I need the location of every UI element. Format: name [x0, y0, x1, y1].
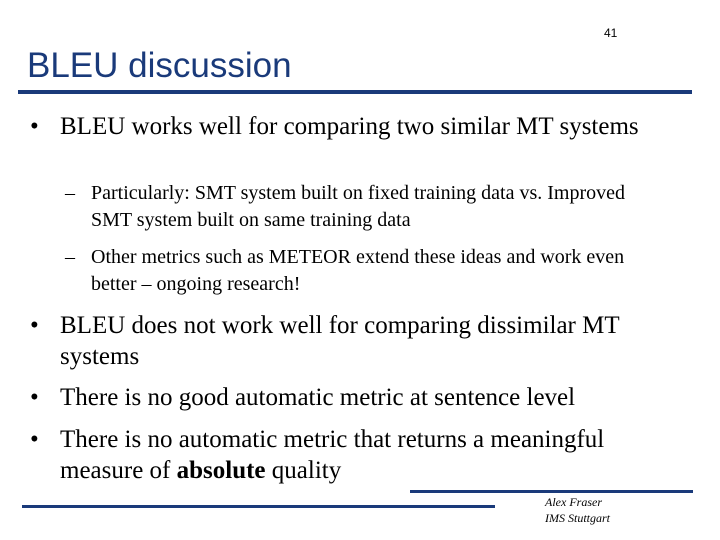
- title-rule: [18, 90, 692, 94]
- bullet-text: BLEU does not work well for comparing dissimilar MT systems: [60, 312, 620, 370]
- sub-bullet-text: Other metrics such as METEOR extend these ideas and work even better – ongoing research!: [91, 246, 625, 295]
- footer-author: Alex Fraser: [545, 495, 602, 509]
- footer-affiliation: IMS Stuttgart: [545, 511, 610, 525]
- footer: [545, 494, 610, 526]
- bullet-bold-word: absolute: [176, 457, 266, 484]
- sub-bullet-text: Particularly: SMT system built on fixed training data vs. Improved SMT system built on same training data: [91, 182, 625, 231]
- sub-bullet-item: [65, 244, 651, 298]
- dash-marker: –: [65, 182, 75, 204]
- bullet-text-after: quality: [265, 457, 342, 484]
- bullet-text: There is no good automatic metric at sentence level: [60, 384, 576, 411]
- bottom-rule-right: [410, 490, 693, 493]
- bottom-rule-left: [22, 505, 495, 508]
- bullet-item: [30, 111, 660, 142]
- bullet-text-before: There is no automatic metric that returns a meaningful measure of: [60, 426, 605, 484]
- bullet-item: [30, 310, 660, 372]
- dash-marker: –: [65, 246, 75, 268]
- bullet-marker: •: [30, 113, 39, 140]
- bullet-item: [30, 424, 660, 486]
- sub-bullet-item: [65, 180, 651, 234]
- slide-title: BLEU discussion: [27, 46, 292, 85]
- bullet-marker: •: [30, 384, 39, 411]
- bullet-marker: •: [30, 426, 39, 453]
- slide-number: 41: [604, 26, 618, 40]
- bullet-marker: •: [30, 312, 39, 339]
- bullet-item: [30, 382, 660, 413]
- bullet-text: BLEU works well for comparing two similar MT systems: [60, 113, 639, 140]
